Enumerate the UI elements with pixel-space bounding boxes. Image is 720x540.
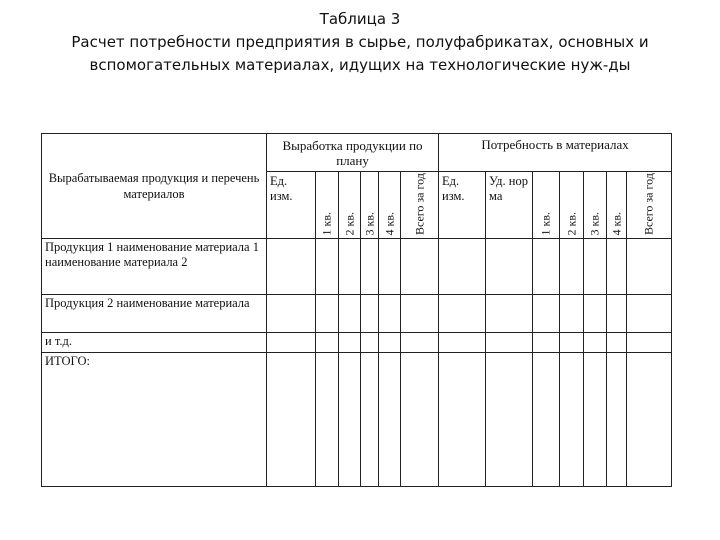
header-needs-q1: 1 кв. xyxy=(533,172,560,239)
materials-table xyxy=(41,133,672,487)
row-label-etc: и т.д. xyxy=(42,333,267,353)
header-output-by-plan: Выработка продукции по плану xyxy=(267,134,439,172)
header-material-needs: Потребность в материалах xyxy=(439,134,672,172)
header-output-q2: 2 кв. xyxy=(339,172,361,239)
table-row xyxy=(42,239,672,295)
header-needs-unit: Ед. изм. xyxy=(439,172,486,239)
header-output-q4: 4 кв. xyxy=(379,172,401,239)
header-output-year-total: Всего за год xyxy=(401,172,439,239)
row-label-total: ИТОГО: xyxy=(42,353,267,487)
table-title-line-1: Расчет потребности предприятия в сырье, полуфабрикатах, основных и xyxy=(71,33,649,51)
row-label-product-2: Продукция 2 наименование материала xyxy=(42,295,267,333)
header-output-q1: 1 кв. xyxy=(316,172,339,239)
table-title-line-2: вспомогательных материалах, идущих на технологические нуж-ды xyxy=(89,56,631,74)
header-products-materials: Вырабатываемая продукция и перечень материалов xyxy=(42,134,267,239)
row-label-product-1: Продукция 1 наименование материала 1 наименование материала 2 xyxy=(42,239,267,295)
table-row-total xyxy=(42,353,672,487)
header-needs-norm: Уд. нор ма xyxy=(486,172,533,239)
header-output-unit: Ед. изм. xyxy=(267,172,316,239)
table-row xyxy=(42,295,672,333)
header-output-q3: 3 кв. xyxy=(361,172,379,239)
page-header xyxy=(0,8,720,77)
table-row xyxy=(42,333,672,353)
header-needs-year-total: Всего за год xyxy=(627,172,672,239)
header-needs-q3: 3 кв. xyxy=(584,172,607,239)
header-needs-q2: 2 кв. xyxy=(560,172,584,239)
table-number: Таблица 3 xyxy=(319,10,401,28)
header-needs-q4: 4 кв. xyxy=(607,172,627,239)
